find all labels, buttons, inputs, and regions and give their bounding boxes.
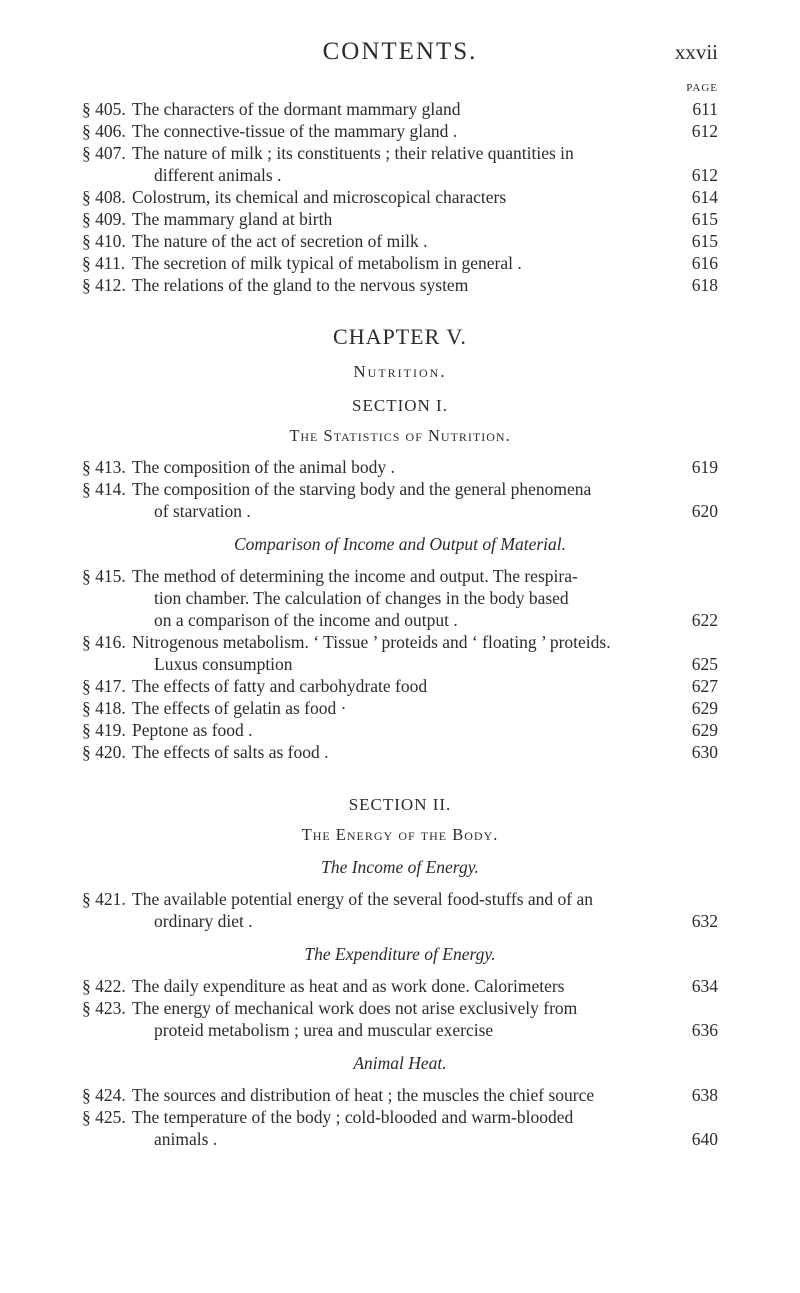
entry-title-line: The nature of milk ; its constituents ; their relative quantities in — [132, 143, 574, 163]
entry-title-line: The effects of gelatin as food · — [132, 698, 347, 718]
section-number: § 418. — [82, 698, 126, 718]
page-number: 636 — [691, 1020, 718, 1040]
toc-entry[interactable] — [82, 997, 718, 1041]
running-title: CONTENTS. — [322, 38, 478, 65]
section-number: § 413. — [82, 457, 126, 477]
entry-title-line: The energy of mechanical work does not arise exclusively from — [132, 998, 578, 1018]
toc-group — [82, 1084, 718, 1150]
toc-group — [82, 98, 718, 296]
toc-entry[interactable] — [82, 697, 718, 719]
section-number: § 414. — [82, 479, 126, 499]
entry-title-line: on a comparison of the income and output . — [154, 610, 458, 630]
subheading: The Income of Energy. — [321, 857, 479, 877]
toc-entry[interactable] — [82, 631, 718, 675]
section-number: § 424. — [82, 1085, 126, 1105]
page-number: 616 — [691, 253, 718, 273]
page-number: 629 — [691, 698, 718, 718]
toc-entry[interactable] — [82, 186, 718, 208]
entry-title-line: The secretion of milk typical of metabolism in general . — [132, 253, 522, 273]
toc-group — [82, 456, 718, 522]
toc-entry[interactable] — [82, 888, 718, 932]
entry-title-line: The composition of the starving body and the general phenomena — [132, 479, 592, 499]
entry-title-line: animals . — [154, 1129, 218, 1149]
toc-entry[interactable] — [82, 208, 718, 230]
entry-title-line: The sources and distribution of heat ; the muscles the chief source — [132, 1085, 595, 1105]
toc-entry[interactable] — [82, 1084, 718, 1106]
section-subtitle: The Statistics of Nutrition. — [289, 426, 511, 445]
section-number: § 425. — [82, 1107, 126, 1127]
entry-title-line: The nature of the act of secretion of milk . — [132, 231, 428, 251]
section-number: § 408. — [82, 187, 126, 207]
entry-title-line: The composition of the animal body . — [132, 457, 395, 477]
section-title: SECTION II. — [348, 795, 452, 814]
table-of-contents — [82, 98, 718, 1150]
entry-title-line: The available potential energy of the several food-stuffs and of an — [132, 889, 593, 909]
section-number: § 423. — [82, 998, 126, 1018]
page-number: 629 — [691, 720, 718, 740]
section-number: § 415. — [82, 566, 126, 586]
page-number: 619 — [691, 457, 718, 477]
subheading: Comparison of Income and Output of Material. — [234, 534, 566, 554]
section-number: § 406. — [82, 121, 126, 141]
page-number: 630 — [691, 742, 718, 762]
page-number: 612 — [691, 165, 718, 185]
section-number: § 410. — [82, 231, 126, 251]
toc-entry[interactable] — [82, 741, 718, 763]
toc-entry[interactable] — [82, 230, 718, 252]
entry-title-line: The method of determining the income and output. The respira- — [132, 566, 578, 586]
entry-title-line: Colostrum, its chemical and microscopical characters — [132, 187, 507, 207]
page-folio: xxvii — [674, 40, 718, 64]
entry-title-line: The relations of the gland to the nervous system — [132, 275, 469, 295]
section-number: § 416. — [82, 632, 126, 652]
section-number: § 409. — [82, 209, 126, 229]
page-number: 625 — [691, 654, 718, 674]
section-number: § 420. — [82, 742, 126, 762]
entry-title-line: The effects of salts as food . — [132, 742, 329, 762]
toc-entry[interactable] — [82, 120, 718, 142]
chapter-subtitle: Nutrition. — [353, 362, 447, 381]
entry-title-line: The characters of the dormant mammary gland — [132, 99, 461, 119]
toc-entry[interactable] — [82, 252, 718, 274]
toc-entry[interactable] — [82, 98, 718, 120]
entry-title-line: of starvation . — [154, 501, 251, 521]
section-number: § 405. — [82, 99, 126, 119]
toc-entry[interactable] — [82, 675, 718, 697]
entry-title-line: The effects of fatty and carbohydrate food — [132, 676, 428, 696]
entry-title-line: different animals . — [154, 165, 282, 185]
toc-entry[interactable] — [82, 565, 718, 631]
section-number: § 419. — [82, 720, 126, 740]
toc-group — [82, 888, 718, 932]
entry-title-line: The mammary gland at birth — [132, 209, 333, 229]
page-number: 622 — [691, 610, 718, 630]
entry-title-line: The temperature of the body ; cold-blooded and warm-blooded — [132, 1107, 574, 1127]
section-number: § 417. — [82, 676, 126, 696]
entry-title-line: Nitrogenous metabolism. ‘ Tissue ’ proteids and ‘ floating ’ proteids. — [132, 632, 611, 652]
page-number: 618 — [691, 275, 718, 295]
toc-entry[interactable] — [82, 719, 718, 741]
entry-title-line: ordinary diet . — [154, 911, 253, 931]
page-number: 620 — [691, 501, 718, 521]
section-number: § 412. — [82, 275, 126, 295]
toc-entry[interactable] — [82, 274, 718, 296]
entry-title-line: proteid metabolism ; urea and muscular exercise — [154, 1020, 494, 1040]
page-number: 614 — [691, 187, 718, 207]
page-number: 632 — [691, 911, 718, 931]
entry-title-line: tion chamber. The calculation of changes in the body based — [154, 588, 569, 608]
toc-entry[interactable] — [82, 456, 718, 478]
entry-title-line: Luxus consumption — [154, 654, 293, 674]
page-number: 640 — [691, 1129, 718, 1149]
toc-entry[interactable] — [82, 975, 718, 997]
toc-entry[interactable] — [82, 1106, 718, 1150]
toc-entry[interactable] — [82, 478, 718, 522]
toc-entry[interactable] — [82, 142, 718, 186]
page-column-label: PAGE — [686, 82, 718, 94]
page-number: 627 — [691, 676, 718, 696]
entry-title-line: The daily expenditure as heat and as work done. Calorimeters — [132, 976, 565, 996]
subheading: Animal Heat. — [353, 1053, 447, 1073]
page-number: 638 — [691, 1085, 718, 1105]
section-title: SECTION I. — [352, 396, 448, 415]
page-number: 615 — [691, 231, 718, 251]
subheading: The Expenditure of Energy. — [304, 944, 496, 964]
page-number: 611 — [692, 99, 718, 119]
section-number: § 407. — [82, 143, 126, 163]
page-number: 634 — [691, 976, 718, 996]
running-head — [0, 38, 800, 72]
section-subtitle: The Energy of the Body. — [301, 825, 499, 844]
entry-title-line: The connective-tissue of the mammary gland . — [132, 121, 458, 141]
page-number: 612 — [691, 121, 718, 141]
entry-title-line: Peptone as food . — [132, 720, 253, 740]
page-number: 615 — [691, 209, 718, 229]
section-number: § 421. — [82, 889, 126, 909]
toc-group — [82, 975, 718, 1041]
section-number: § 411. — [82, 253, 126, 273]
toc-group — [82, 565, 718, 763]
section-number: § 422. — [82, 976, 126, 996]
chapter-title: CHAPTER V. — [333, 324, 467, 349]
